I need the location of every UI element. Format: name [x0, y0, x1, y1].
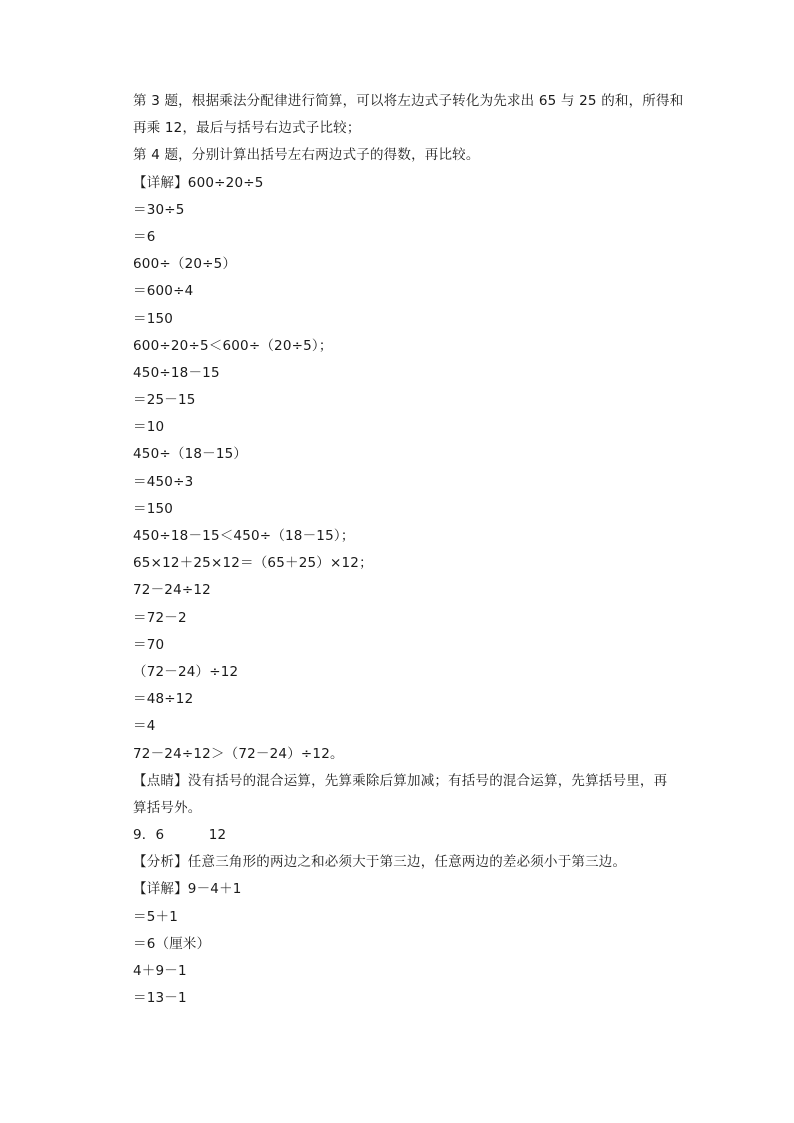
text-line: ＝30÷5: [133, 201, 185, 218]
text-line: （72－24）÷12: [133, 663, 239, 680]
text-line: 【分析】任意三角形的两边之和必须大于第三边，任意两边的差必须小于第三边。: [133, 854, 627, 871]
text-line: 【点睛】没有括号的混合运算，先算乘除后算加减；有括号的混合运算，先算括号里，再: [133, 772, 668, 789]
text-line: 450÷18－15＜450÷（18－15）；: [133, 528, 355, 544]
text-line: 450÷（18－15）: [133, 446, 248, 463]
text-line: 600÷（20÷5）: [133, 256, 237, 273]
text-line: ＝150: [133, 500, 174, 517]
text-line: ＝5＋1: [133, 908, 178, 925]
text-line: ＝10: [133, 419, 165, 436]
text-line: 600÷20÷5＜600÷（20÷5）；: [133, 337, 333, 354]
text-line: 【详解】9－4＋1: [133, 881, 242, 898]
text-line: 72－24÷12: [133, 582, 211, 599]
text-line: ＝600÷4: [133, 283, 194, 300]
text-line: 第 3 题，根据乘法分配律进行简算，可以将左边式子转化为先求出 65 与 25 的和，所得和: [133, 93, 684, 109]
document-body: [133, 88, 693, 1012]
text-line: 再乘 12，最后与括号右边式子比较；: [133, 120, 361, 137]
text-line: ＝4: [133, 718, 156, 735]
text-line: ＝6（厘米）: [133, 935, 211, 952]
text-line: ＝150: [133, 310, 174, 327]
text-line: ＝72－2: [133, 609, 187, 626]
text-line: 算括号外。: [133, 799, 202, 816]
text-line: 4＋9－1: [133, 963, 187, 979]
text-line: ＝48÷12: [133, 691, 194, 708]
text-line: 72－24÷12＞（72－24）÷12。: [133, 745, 344, 762]
text-line: ＝25－15: [133, 392, 196, 409]
text-line: 450÷18－15: [133, 364, 220, 381]
text-line: ＝70: [133, 636, 165, 653]
text-line: 【详解】600÷20÷5: [133, 174, 264, 191]
text-line: 65×12＋25×12＝（65＋25）×12；: [133, 555, 373, 572]
text-line: ＝450÷3: [133, 473, 194, 490]
text-line: ＝13－1: [133, 990, 187, 1007]
answer-line: 9．6 12: [133, 827, 227, 844]
text-line: ＝6: [133, 228, 156, 245]
text-line: 第 4 题，分别计算出括号左右两边式子的得数，再比较。: [133, 147, 480, 164]
